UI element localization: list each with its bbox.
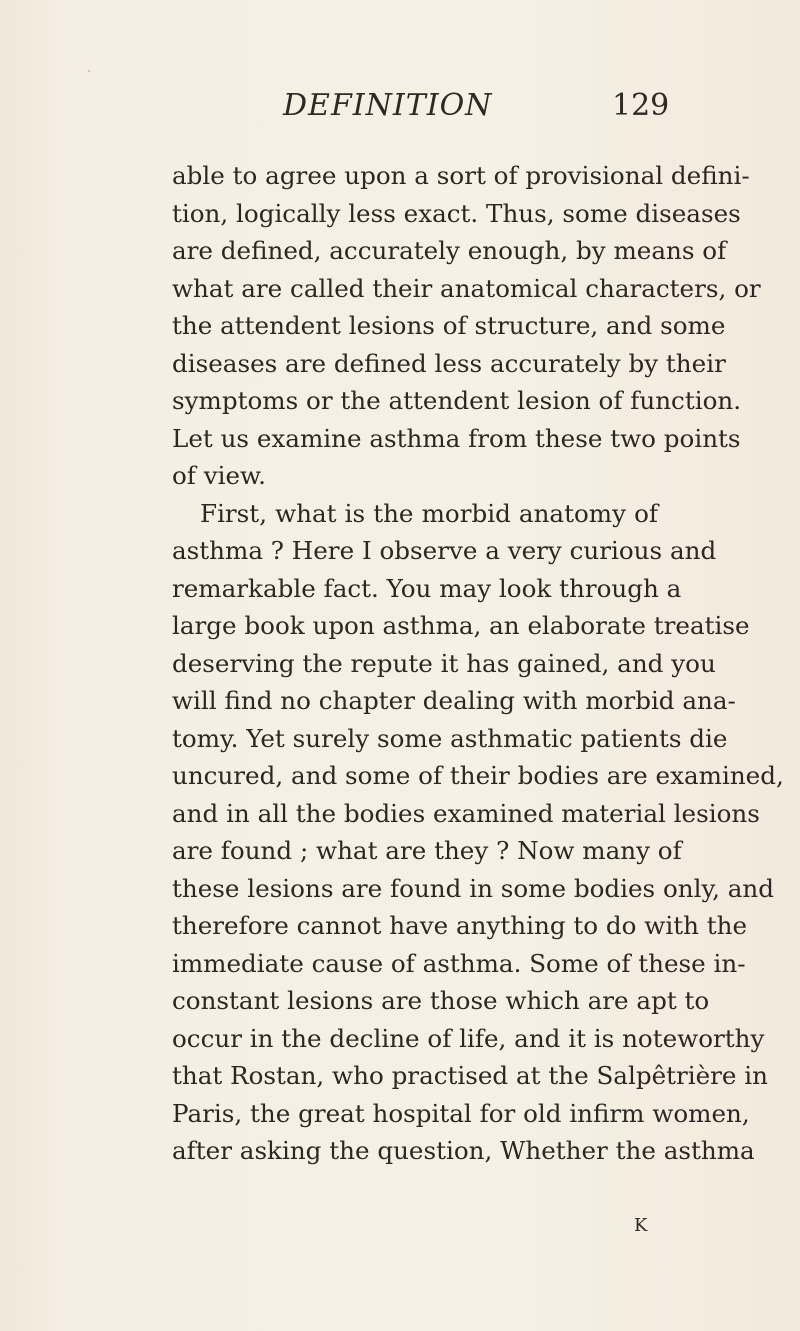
body-text [172,157,784,1170]
signature-mark: K [634,1215,648,1236]
text-line: are defined, accurately enough, by means of [172,236,727,265]
text-line: diseases are defined less accurately by their [172,348,726,378]
text-line: asthma ? Here I observe a very curious and [172,536,717,565]
text-line: tomy. Yet surely some asthmatic patients die [172,723,728,753]
text-line: are found ; what are they ? Now many of [172,836,682,865]
text-line: Let us examine asthma from these two points [172,423,741,453]
text-line: Paris, the great hospital for old infirm women, [172,1098,750,1128]
text-line: and in all the bodies examined material lesions [172,798,760,828]
text-line: of view. [172,461,266,490]
text-line: what are called their anatomical characters, or [172,273,761,303]
page-header [0,88,800,138]
text-line: deserving the repute it has gained, and you [172,648,716,678]
page-number: 129 [612,88,670,123]
text-line: large book upon asthma, an elaborate treatise [172,611,750,640]
text-line: uncured, and some of their bodies are examined, [172,761,784,790]
text-line: immediate cause of asthma. Some of these in- [172,948,746,978]
text-line: First, what is the morbid anatomy of [200,498,658,528]
text-line: symptoms or the attendent lesion of function. [172,386,742,415]
text-line: that Rostan, who practised at the Salpêtrière in [172,1061,769,1090]
text-line: constant lesions are those which are apt to [172,986,710,1015]
text-line: the attendent lesions of structure, and some [172,311,726,340]
text-line: these lesions are found in some bodies only, and [172,873,775,903]
text-line: will find no chapter dealing with morbid ana- [172,686,736,715]
running-head: DEFINITION [283,88,493,123]
text-line: occur in the decline of life, and it is noteworthy [172,1023,765,1053]
text-line: after asking the question, Whether the asthma [172,1136,755,1165]
text-line: therefore cannot have anything to do with the [172,911,748,940]
text-line: tion, logically less exact. Thus, some diseases [172,198,741,228]
text-line: remarkable fact. You may look through a [172,573,682,603]
text-line: able to agree upon a sort of provisional defini- [172,161,750,190]
page-speck [88,70,90,72]
